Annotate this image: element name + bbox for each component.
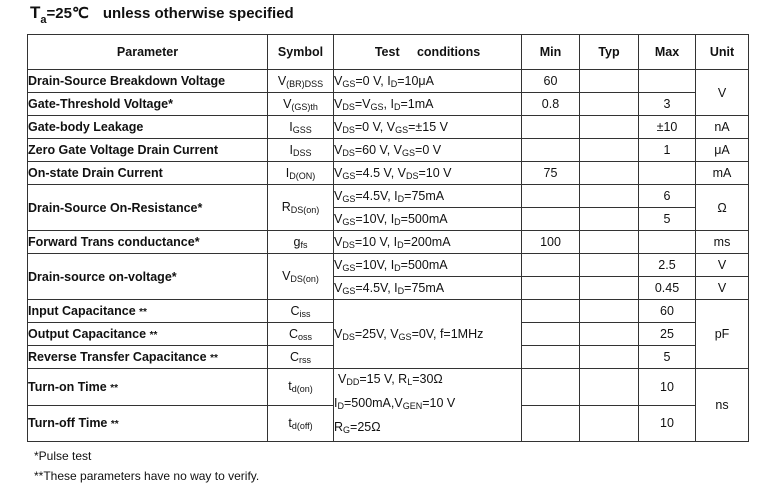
symbol-sub: DS(on) bbox=[290, 205, 320, 215]
min-cell bbox=[522, 300, 580, 323]
footnote-marker: ** bbox=[210, 353, 218, 364]
condition-cell bbox=[334, 231, 522, 254]
condition-cell bbox=[334, 277, 522, 300]
cond-text: =V bbox=[354, 96, 371, 111]
max-cell: 25 bbox=[639, 323, 696, 346]
cond-text: V bbox=[334, 211, 343, 226]
symbol-cell bbox=[268, 185, 334, 231]
cond-text: V bbox=[338, 372, 347, 386]
cond-text: =4.5V, I bbox=[355, 280, 398, 295]
min-cell bbox=[522, 116, 580, 139]
condition-cell bbox=[334, 93, 522, 116]
max-cell: 60 bbox=[639, 300, 696, 323]
cond-text: =60 V, V bbox=[354, 142, 403, 157]
min-cell bbox=[522, 346, 580, 369]
cond-text: R bbox=[334, 420, 344, 434]
symbol-sub: rss bbox=[299, 354, 312, 365]
cond-text: =1mA bbox=[400, 96, 434, 111]
condition-cell bbox=[334, 254, 522, 277]
cond-text: =75mA bbox=[404, 188, 445, 203]
table-row bbox=[28, 369, 749, 406]
table-row bbox=[28, 116, 749, 139]
table-row bbox=[28, 185, 749, 208]
symbol-sub: (BR)DSS bbox=[286, 78, 324, 89]
symbol-main: C bbox=[289, 349, 300, 364]
cond-text: =10 V bbox=[422, 396, 456, 410]
symbol-main: I bbox=[285, 165, 290, 180]
unit-cell: V bbox=[696, 277, 749, 300]
min-cell: 0.8 bbox=[522, 93, 580, 116]
cond-sub: D bbox=[397, 239, 404, 250]
table-row bbox=[28, 300, 749, 323]
unit-cell: pF bbox=[696, 300, 749, 369]
cond-text: =0V, f=1MHz bbox=[411, 326, 484, 341]
min-cell bbox=[522, 185, 580, 208]
cond-sub: D bbox=[393, 101, 401, 112]
cond-sub: GS bbox=[402, 147, 416, 158]
symbol-cell bbox=[268, 93, 334, 116]
param-cell: On-state Drain Current bbox=[28, 162, 268, 185]
max-cell: 6 bbox=[639, 185, 696, 208]
header-unit: Unit bbox=[696, 35, 749, 70]
symbol-sub: d(on) bbox=[291, 384, 313, 395]
cond-sub: GS bbox=[342, 193, 356, 204]
min-cell: 60 bbox=[522, 70, 580, 93]
cond-text: V bbox=[334, 234, 343, 249]
cond-text: =200mA bbox=[403, 234, 451, 249]
param-cell: Drain-source on-voltage* bbox=[28, 254, 268, 300]
max-cell: 3 bbox=[639, 93, 696, 116]
param-cell: Forward Trans conductance* bbox=[28, 231, 268, 254]
min-cell: 75 bbox=[522, 162, 580, 185]
cond-text: =0 V, V bbox=[354, 119, 396, 134]
cond-text: V bbox=[334, 165, 343, 180]
cond-sub: GS bbox=[370, 101, 384, 112]
condition-cell bbox=[334, 70, 522, 93]
min-cell: 100 bbox=[522, 231, 580, 254]
cond-sub: DS bbox=[342, 101, 355, 112]
symbol-cell bbox=[268, 405, 334, 442]
cond-sub: D bbox=[397, 285, 405, 296]
typ-cell bbox=[580, 70, 639, 93]
header-max: Max bbox=[639, 35, 696, 70]
cond-text: =500mA bbox=[400, 257, 448, 272]
cond-text: =25V, V bbox=[354, 326, 399, 341]
footnote-marker: ** bbox=[149, 330, 158, 341]
symbol-sub: (GS)th bbox=[291, 101, 318, 112]
symbol-main: I bbox=[289, 142, 293, 157]
param-cell: Drain-Source Breakdown Voltage bbox=[28, 70, 268, 93]
max-cell: 5 bbox=[639, 208, 696, 231]
min-cell bbox=[522, 254, 580, 277]
param-text: Output Capacitance bbox=[28, 327, 147, 341]
cond-line bbox=[334, 417, 521, 441]
cond-text: =4.5 V, V bbox=[355, 165, 406, 180]
footnote-pulse: *Pulse test bbox=[34, 449, 92, 463]
max-cell: 1 bbox=[639, 139, 696, 162]
symbol-sub: D(ON) bbox=[289, 170, 316, 181]
symbol-sub: d(off) bbox=[291, 420, 313, 431]
cond-text: =4.5V, I bbox=[355, 188, 398, 203]
header-min: Min bbox=[522, 35, 580, 70]
cond-sub: L bbox=[407, 377, 413, 387]
symbol-cell bbox=[268, 116, 334, 139]
cond-sub: DS bbox=[342, 331, 355, 342]
symbol-main: C bbox=[290, 303, 300, 318]
cond-text: I bbox=[334, 396, 338, 410]
table-row bbox=[28, 93, 749, 116]
cond-text: =500mA,V bbox=[343, 396, 403, 410]
max-cell bbox=[639, 162, 696, 185]
typ-cell bbox=[580, 369, 639, 406]
symbol-cell bbox=[268, 139, 334, 162]
typ-cell bbox=[580, 277, 639, 300]
cond-text: =0 V bbox=[415, 142, 442, 157]
footnote-verify: **These parameters have no way to verify. bbox=[34, 469, 260, 483]
symbol-cell bbox=[268, 346, 334, 369]
table-row bbox=[28, 139, 749, 162]
title-symbol: T bbox=[30, 3, 41, 22]
condition-cell bbox=[334, 208, 522, 231]
typ-cell bbox=[580, 116, 639, 139]
cond-sub: DS bbox=[342, 147, 355, 158]
cond-text: =10μA bbox=[397, 73, 434, 88]
symbol-main: R bbox=[281, 200, 291, 214]
cond-sub: GS bbox=[342, 285, 356, 296]
footnote-marker: ** bbox=[139, 307, 147, 318]
cond-text: , I bbox=[383, 96, 394, 111]
cond-sub: DS bbox=[342, 124, 355, 135]
unit-cell: V bbox=[696, 70, 749, 116]
cond-sub: DS bbox=[342, 239, 355, 250]
typ-cell bbox=[580, 185, 639, 208]
table-title bbox=[30, 3, 294, 26]
cond-sub: GS bbox=[342, 78, 356, 89]
footnote-marker: ** bbox=[110, 382, 118, 394]
param-text: Reverse Transfer Capacitance bbox=[28, 350, 207, 364]
table-row bbox=[28, 254, 749, 277]
min-cell bbox=[522, 323, 580, 346]
header-conditions: Test conditions bbox=[334, 35, 522, 70]
symbol-main: t bbox=[288, 379, 292, 394]
symbol-main: V bbox=[283, 96, 292, 111]
symbol-cell bbox=[268, 254, 334, 300]
param-cell bbox=[28, 300, 268, 323]
symbol-cell bbox=[268, 323, 334, 346]
cond-sub: D bbox=[337, 401, 344, 411]
cond-text: =10V, I bbox=[355, 211, 395, 226]
condition-cell bbox=[334, 139, 522, 162]
cond-text: V bbox=[334, 257, 343, 272]
typ-cell bbox=[580, 405, 639, 442]
cond-text: V bbox=[334, 280, 343, 295]
typ-cell bbox=[580, 162, 639, 185]
table-row bbox=[28, 231, 749, 254]
cond-sub: DS bbox=[405, 170, 419, 181]
symbol-sub: GSS bbox=[292, 124, 312, 135]
max-cell: 2.5 bbox=[639, 254, 696, 277]
title-subscript: a bbox=[40, 14, 47, 26]
cond-text: V bbox=[334, 188, 343, 203]
symbol-cell bbox=[268, 231, 334, 254]
max-cell: ±10 bbox=[639, 116, 696, 139]
cond-text: =10 V, I bbox=[354, 234, 398, 249]
cond-sub: D bbox=[394, 262, 401, 273]
min-cell bbox=[522, 139, 580, 162]
footnote-marker: ** bbox=[110, 419, 119, 431]
table-row bbox=[28, 162, 749, 185]
cond-text: =10V, I bbox=[355, 257, 395, 272]
symbol-cell bbox=[268, 369, 334, 406]
symbol-main: V bbox=[277, 73, 287, 88]
cond-text: =10 V bbox=[418, 165, 452, 180]
cond-sub: D bbox=[394, 216, 401, 227]
cond-text: V bbox=[334, 326, 343, 341]
param-cell bbox=[28, 346, 268, 369]
param-cell: Zero Gate Voltage Drain Current bbox=[28, 139, 268, 162]
cond-text: =15 V, R bbox=[359, 372, 408, 386]
min-cell bbox=[522, 208, 580, 231]
param-cell bbox=[28, 369, 268, 406]
title-temperature: =25℃ bbox=[46, 5, 89, 22]
cond-sub: GS bbox=[395, 124, 409, 135]
unit-cell: V bbox=[696, 254, 749, 277]
header-parameter: Parameter bbox=[28, 35, 268, 70]
unit-cell: ns bbox=[696, 369, 749, 442]
cond-line bbox=[334, 393, 521, 417]
table-row bbox=[28, 70, 749, 93]
cond-sub: D bbox=[397, 193, 405, 204]
symbol-sub: DS(on) bbox=[290, 274, 319, 284]
param-text: Turn-on Time bbox=[28, 379, 107, 394]
header-typ: Typ bbox=[580, 35, 639, 70]
symbol-sub: oss bbox=[298, 331, 313, 342]
unit-cell: nA bbox=[696, 116, 749, 139]
symbol-main: I bbox=[289, 119, 293, 134]
typ-cell bbox=[580, 346, 639, 369]
symbol-cell bbox=[268, 300, 334, 323]
header-row bbox=[28, 35, 749, 70]
cond-sub: GS bbox=[342, 170, 356, 181]
max-cell bbox=[639, 70, 696, 93]
symbol-sub: fs bbox=[300, 239, 308, 250]
symbol-cell bbox=[268, 70, 334, 93]
cond-text: V bbox=[334, 73, 343, 88]
typ-cell bbox=[580, 254, 639, 277]
cond-text: =75mA bbox=[404, 280, 445, 295]
max-cell: 10 bbox=[639, 369, 696, 406]
cond-text: =±15 V bbox=[408, 119, 448, 134]
unit-cell: ms bbox=[696, 231, 749, 254]
typ-cell bbox=[580, 323, 639, 346]
typ-cell bbox=[580, 231, 639, 254]
max-cell bbox=[639, 231, 696, 254]
cond-line bbox=[334, 369, 521, 393]
header-symbol: Symbol bbox=[268, 35, 334, 70]
cond-sub: DD bbox=[346, 377, 360, 387]
title-text: unless otherwise specified bbox=[102, 5, 294, 22]
condition-cell bbox=[334, 185, 522, 208]
unit-cell: Ω bbox=[696, 185, 749, 231]
cond-sub: GS bbox=[398, 331, 412, 342]
cond-sub: GS bbox=[342, 216, 356, 227]
symbol-main: g bbox=[293, 234, 301, 249]
unit-cell: μA bbox=[696, 139, 749, 162]
max-cell: 10 bbox=[639, 405, 696, 442]
typ-cell bbox=[580, 139, 639, 162]
typ-cell bbox=[580, 300, 639, 323]
symbol-main: V bbox=[282, 269, 291, 283]
min-cell bbox=[522, 277, 580, 300]
param-cell: Drain-Source On-Resistance* bbox=[28, 185, 268, 231]
condition-cell bbox=[334, 300, 522, 369]
param-cell: Gate-body Leakage bbox=[28, 116, 268, 139]
cond-text: =500mA bbox=[400, 211, 448, 226]
condition-cell bbox=[334, 369, 522, 442]
param-cell bbox=[28, 405, 268, 442]
typ-cell bbox=[580, 208, 639, 231]
cond-text: V bbox=[334, 96, 343, 111]
spec-table bbox=[27, 34, 749, 442]
cond-text: =25Ω bbox=[350, 420, 381, 434]
cond-sub: GEN bbox=[402, 401, 423, 411]
cond-text: =30Ω bbox=[412, 372, 443, 386]
typ-cell bbox=[580, 93, 639, 116]
symbol-sub: iss bbox=[299, 308, 311, 319]
max-cell: 0.45 bbox=[639, 277, 696, 300]
cond-text: V bbox=[334, 142, 343, 157]
cond-text: =0 V, I bbox=[355, 73, 391, 88]
condition-cell bbox=[334, 162, 522, 185]
param-cell: Gate-Threshold Voltage* bbox=[28, 93, 268, 116]
min-cell bbox=[522, 369, 580, 406]
symbol-main: C bbox=[288, 326, 298, 341]
param-text: Input Capacitance bbox=[28, 304, 136, 318]
max-cell: 5 bbox=[639, 346, 696, 369]
condition-cell bbox=[334, 116, 522, 139]
symbol-sub: DSS bbox=[292, 147, 312, 158]
symbol-main: t bbox=[288, 415, 292, 430]
symbol-cell bbox=[268, 162, 334, 185]
param-text: Turn-off Time bbox=[28, 416, 108, 431]
cond-text: V bbox=[334, 119, 343, 134]
cond-sub: GS bbox=[342, 262, 356, 273]
param-cell bbox=[28, 323, 268, 346]
unit-cell: mA bbox=[696, 162, 749, 185]
cond-sub: D bbox=[390, 78, 398, 89]
min-cell bbox=[522, 405, 580, 442]
cond-sub: G bbox=[343, 425, 351, 435]
